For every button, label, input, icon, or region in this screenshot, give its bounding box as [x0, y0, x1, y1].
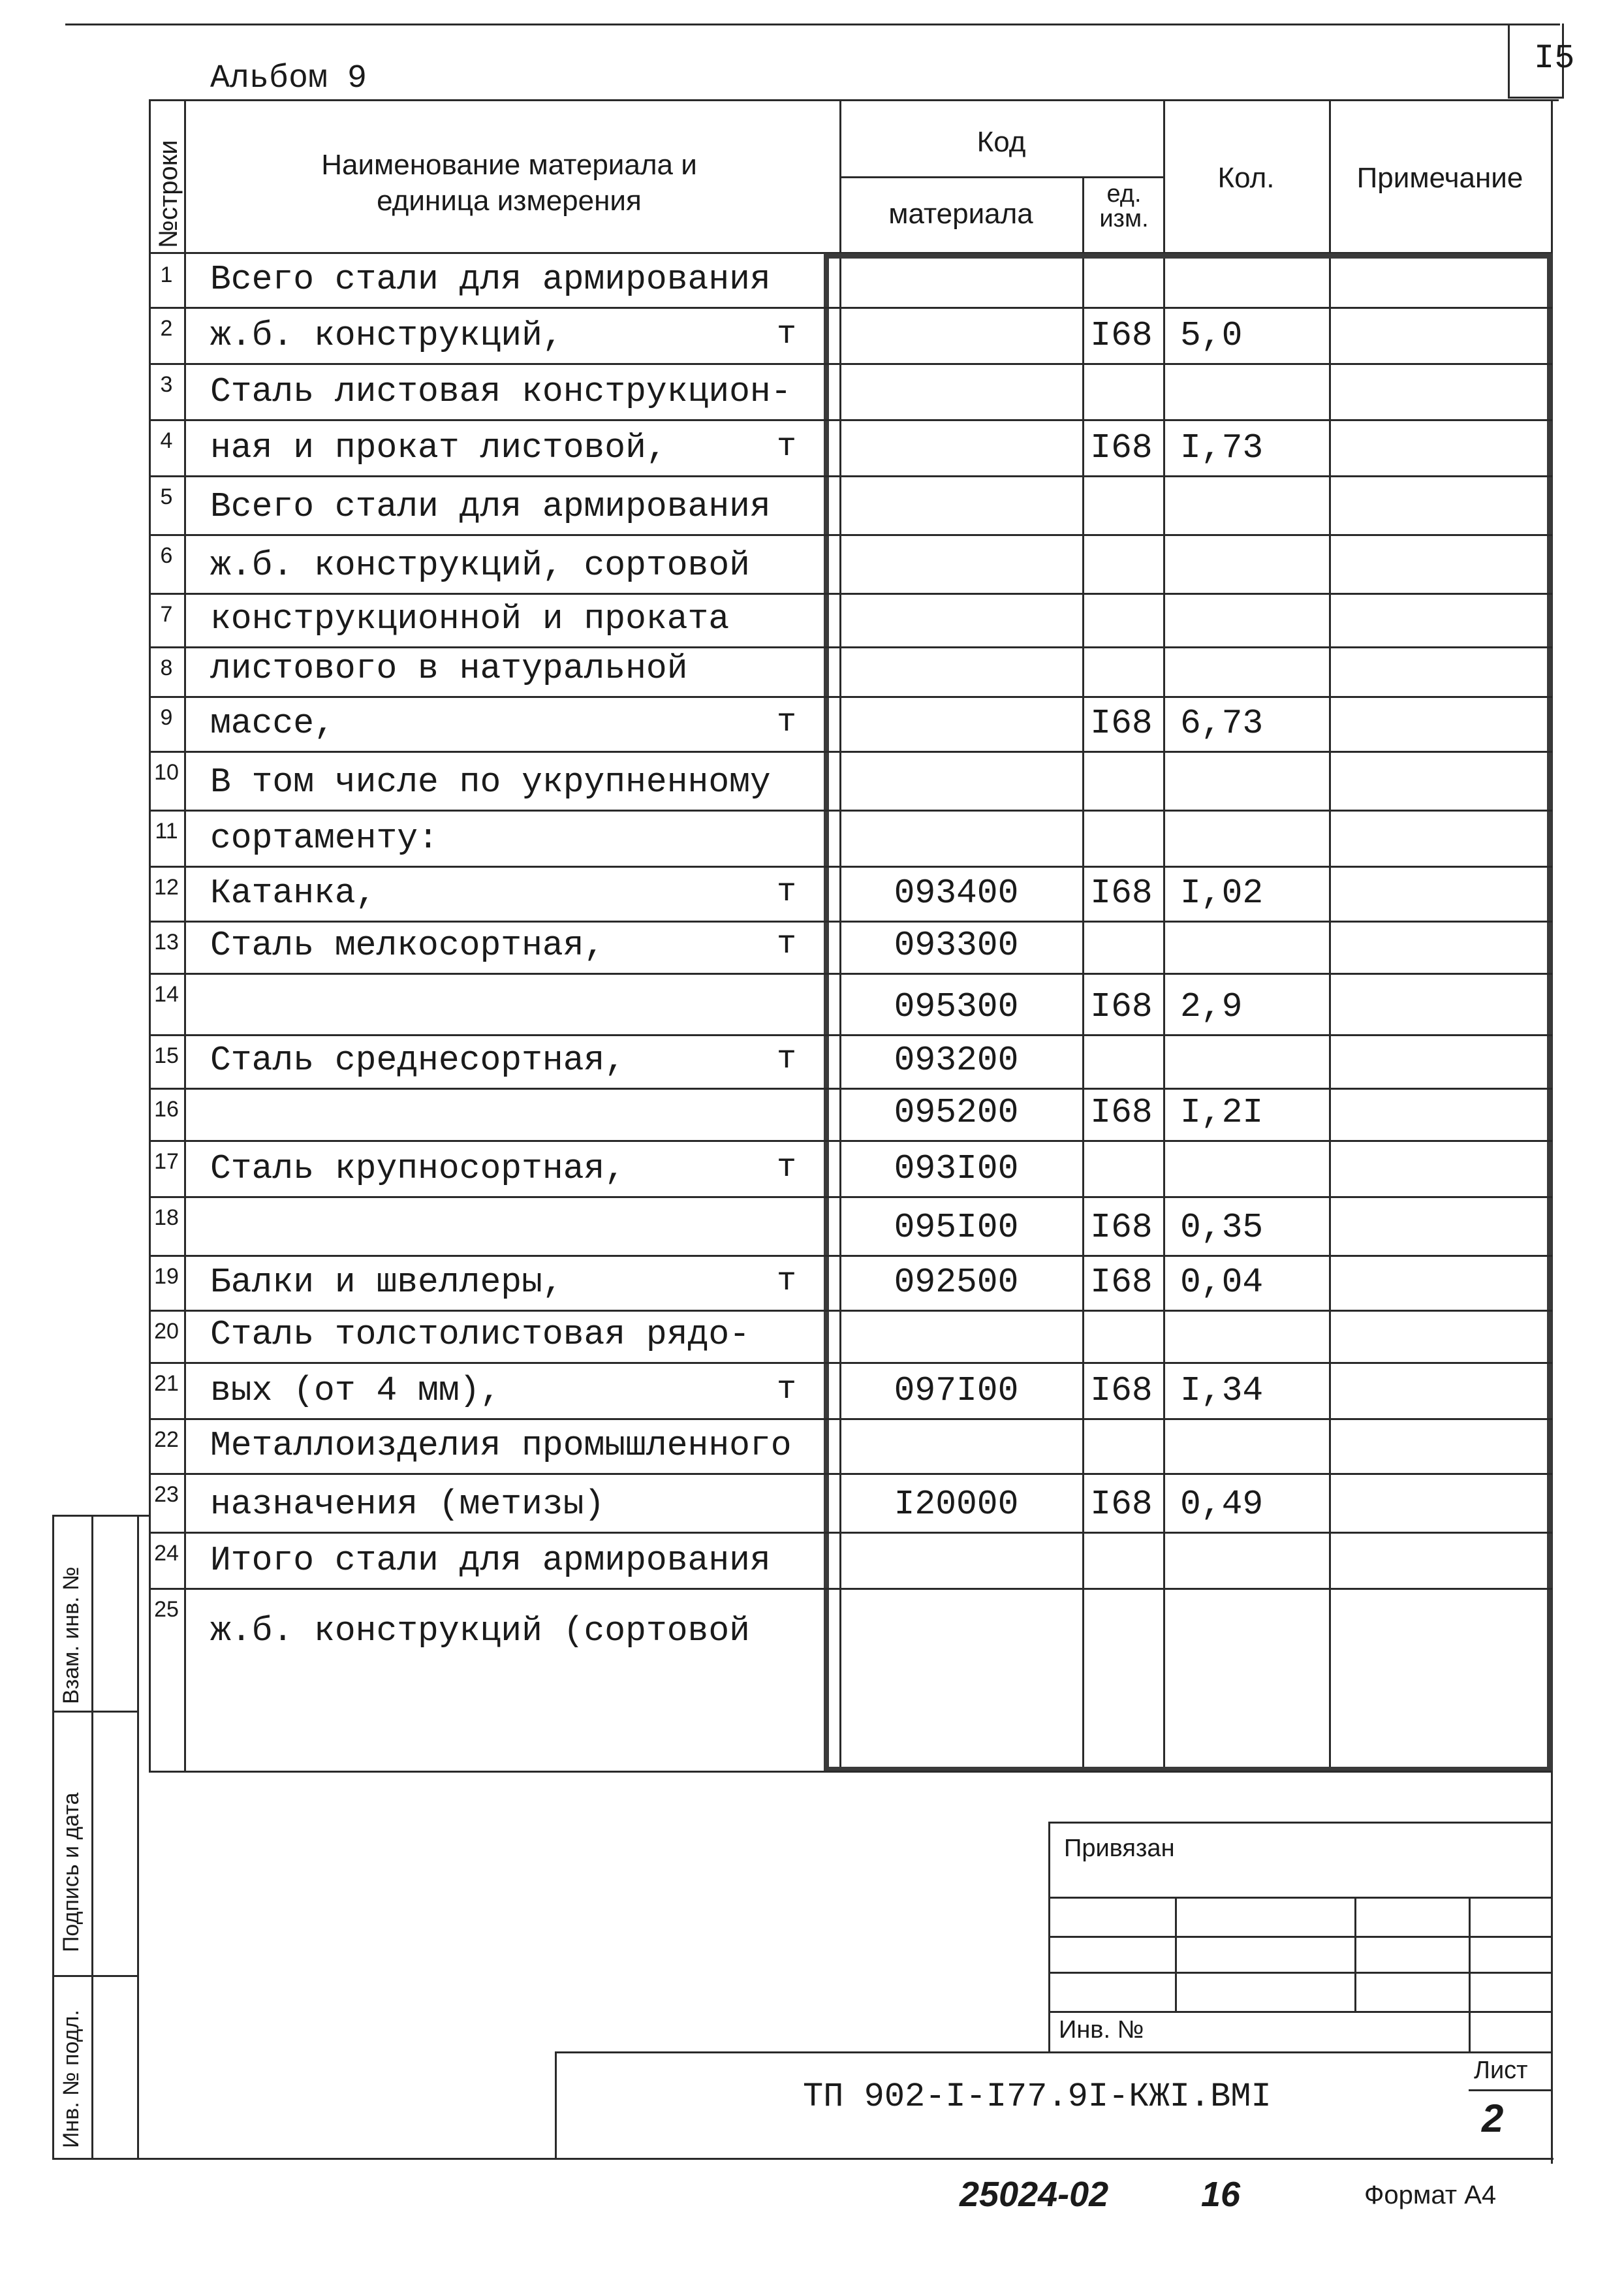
unit-of-measure: т: [776, 874, 796, 911]
row-divider: [149, 307, 1552, 309]
row-number: 3: [160, 372, 173, 397]
row-number: 13: [154, 930, 179, 955]
material-code: 097I00: [894, 1371, 1019, 1410]
row-number: 20: [154, 1319, 179, 1344]
unit-code: I68: [1090, 1371, 1153, 1410]
row-number: 11: [155, 819, 178, 844]
row-number: 9: [160, 705, 173, 730]
unit-code: I68: [1090, 428, 1153, 467]
unit-code-header: ед. изм.: [1099, 180, 1149, 232]
material-code: 093400: [894, 874, 1019, 913]
material-name: листового в натуральной: [210, 649, 688, 688]
material-name: Всего стали для армирования: [210, 487, 771, 526]
material-name: Сталь крупносортная,: [210, 1149, 626, 1188]
row-divider: [149, 1418, 1552, 1420]
row-number: 14: [154, 982, 179, 1007]
row-divider: [149, 1310, 1552, 1312]
note-header: Примечание: [1356, 162, 1523, 194]
unit-code: I68: [1090, 987, 1153, 1026]
unit-of-measure: т: [776, 704, 796, 741]
order-number: 25024-02: [960, 2175, 1109, 2214]
row-number: 15: [154, 1043, 179, 1068]
material-name: сортаменту:: [210, 819, 439, 858]
material-name: конструкционной и проката: [210, 599, 730, 639]
material-name: назначения (метизы): [210, 1485, 605, 1524]
sheet-label: Лист: [1474, 2057, 1528, 2084]
quantity: 0,35: [1180, 1208, 1264, 1247]
unit-of-measure: т: [776, 1371, 796, 1408]
material-name: Всего стали для армирования: [210, 260, 771, 299]
material-code: 092500: [894, 1263, 1019, 1302]
material-name: ж.б. конструкций, сортовой: [210, 546, 750, 585]
material-name: В том числе по укрупненному: [210, 763, 771, 802]
material-code-header: материала: [888, 198, 1033, 230]
page-number: I5: [1534, 39, 1575, 78]
row-divider: [149, 419, 1552, 421]
row-divider: [149, 1196, 1552, 1198]
row-divider: [149, 973, 1552, 975]
material-name: вых (от 4 мм),: [210, 1371, 501, 1410]
row-divider: [149, 1255, 1552, 1257]
row-divider: [149, 1588, 1552, 1590]
row-number: 18: [154, 1205, 179, 1230]
row-number: 12: [154, 875, 179, 900]
unit-code: I68: [1090, 316, 1153, 355]
material-name: Сталь толстолистовая рядо-: [210, 1315, 750, 1354]
row-number: 23: [154, 1482, 179, 1507]
top-rule: [65, 24, 1560, 25]
unit-code: I68: [1090, 1485, 1153, 1524]
unit-code: I68: [1090, 1208, 1153, 1247]
row-divider: [149, 1473, 1552, 1475]
quantity: 0,49: [1180, 1485, 1264, 1524]
row-number: 24: [154, 1541, 179, 1566]
quantity: I,02: [1180, 874, 1264, 913]
material-name: ная и прокат листовой,: [210, 428, 667, 467]
original-inventory-label: Инв. № подл.: [59, 2010, 84, 2148]
row-divider: [149, 363, 1552, 365]
format-label: Формат А4: [1364, 2181, 1497, 2209]
quantity: I,34: [1180, 1371, 1264, 1410]
row-number: 10: [154, 760, 179, 785]
quantity: 5,0: [1180, 316, 1243, 355]
unit-of-measure: т: [776, 316, 796, 353]
row-divider: [149, 475, 1552, 477]
material-name: Металлоизделия промышленного: [210, 1426, 792, 1465]
material-code: 093I00: [894, 1149, 1019, 1188]
row-number: 4: [160, 428, 173, 453]
signature-date-label: Подпись и дата: [59, 1792, 84, 1952]
material-name: Сталь среднесортная,: [210, 1041, 626, 1080]
unit-of-measure: т: [776, 1263, 796, 1300]
row-divider: [149, 1088, 1552, 1090]
unit-of-measure: т: [776, 926, 796, 963]
row-divider: [149, 696, 1552, 698]
row-number-header: №строки: [154, 140, 183, 248]
row-divider: [149, 810, 1552, 812]
unit-code: I68: [1090, 1093, 1153, 1132]
row-divider: [149, 646, 1552, 648]
material-name: Итого стали для армирования: [210, 1541, 771, 1580]
row-divider: [149, 1034, 1552, 1036]
row-number: 16: [154, 1097, 179, 1122]
row-number: 6: [160, 543, 173, 568]
row-number: 25: [154, 1597, 179, 1622]
quantity: I,2I: [1180, 1093, 1264, 1132]
material-name: Сталь листовая конструкцион-: [210, 372, 792, 411]
table-bottom-border: [149, 1771, 1552, 1773]
quantity: 6,73: [1180, 704, 1264, 743]
material-name: Балки и швеллеры,: [210, 1263, 563, 1302]
unit-of-measure: т: [776, 1041, 796, 1078]
material-code: 095300: [894, 987, 1019, 1026]
material-name: Сталь мелкосортная,: [210, 926, 605, 965]
unit-code: I68: [1090, 704, 1153, 743]
copy-number: 16: [1201, 2175, 1241, 2214]
row-divider: [149, 866, 1552, 868]
quantity: 2,9: [1180, 987, 1243, 1026]
code-header: Код: [976, 126, 1026, 158]
unit-of-measure: т: [776, 428, 796, 466]
row-divider: [149, 593, 1552, 595]
quantity: I,73: [1180, 428, 1264, 467]
material-code: 093300: [894, 926, 1019, 965]
document-designation: ТП 902-I-I77.9I-КЖI.ВМI: [803, 2078, 1272, 2116]
row-number: 19: [154, 1264, 179, 1289]
row-divider: [149, 1362, 1552, 1364]
bound-label: Привязан: [1064, 1835, 1175, 1862]
inventory-number-label: Инв. №: [1059, 2016, 1144, 2044]
quantity: 0,04: [1180, 1263, 1264, 1302]
material-code: I20000: [894, 1485, 1019, 1524]
unit-code: I68: [1090, 874, 1153, 913]
row-number: 17: [154, 1149, 179, 1174]
row-number: 7: [160, 602, 173, 627]
material-name: массе,: [210, 704, 335, 743]
unit-of-measure: т: [776, 1149, 796, 1186]
row-number: 2: [160, 316, 173, 341]
swap-inventory-label: Взам. инв. №: [59, 1566, 84, 1704]
unit-code: I68: [1090, 1263, 1153, 1302]
album-label: Альбом 9: [210, 60, 367, 97]
row-number: 21: [154, 1371, 179, 1396]
row-divider: [149, 1532, 1552, 1534]
material-code: 095I00: [894, 1208, 1019, 1247]
qty-header: Кол.: [1217, 162, 1275, 194]
row-number: 1: [160, 262, 173, 287]
row-number: 5: [160, 484, 173, 509]
row-divider: [149, 534, 1552, 536]
row-divider: [149, 1140, 1552, 1142]
material-name: ж.б. конструкций,: [210, 316, 563, 355]
material-name: ж.б. конструкций (сортовой: [210, 1611, 750, 1651]
row-divider: [149, 751, 1552, 753]
row-number: 22: [154, 1427, 179, 1452]
material-code: 095200: [894, 1093, 1019, 1132]
material-code: 093200: [894, 1041, 1019, 1080]
row-number: 8: [160, 656, 173, 680]
row-divider: [149, 921, 1552, 923]
name-header: Наименование материала и единица измерения: [321, 149, 697, 217]
sheet-number: 2: [1482, 2096, 1504, 2140]
material-name: Катанка,: [210, 874, 377, 913]
